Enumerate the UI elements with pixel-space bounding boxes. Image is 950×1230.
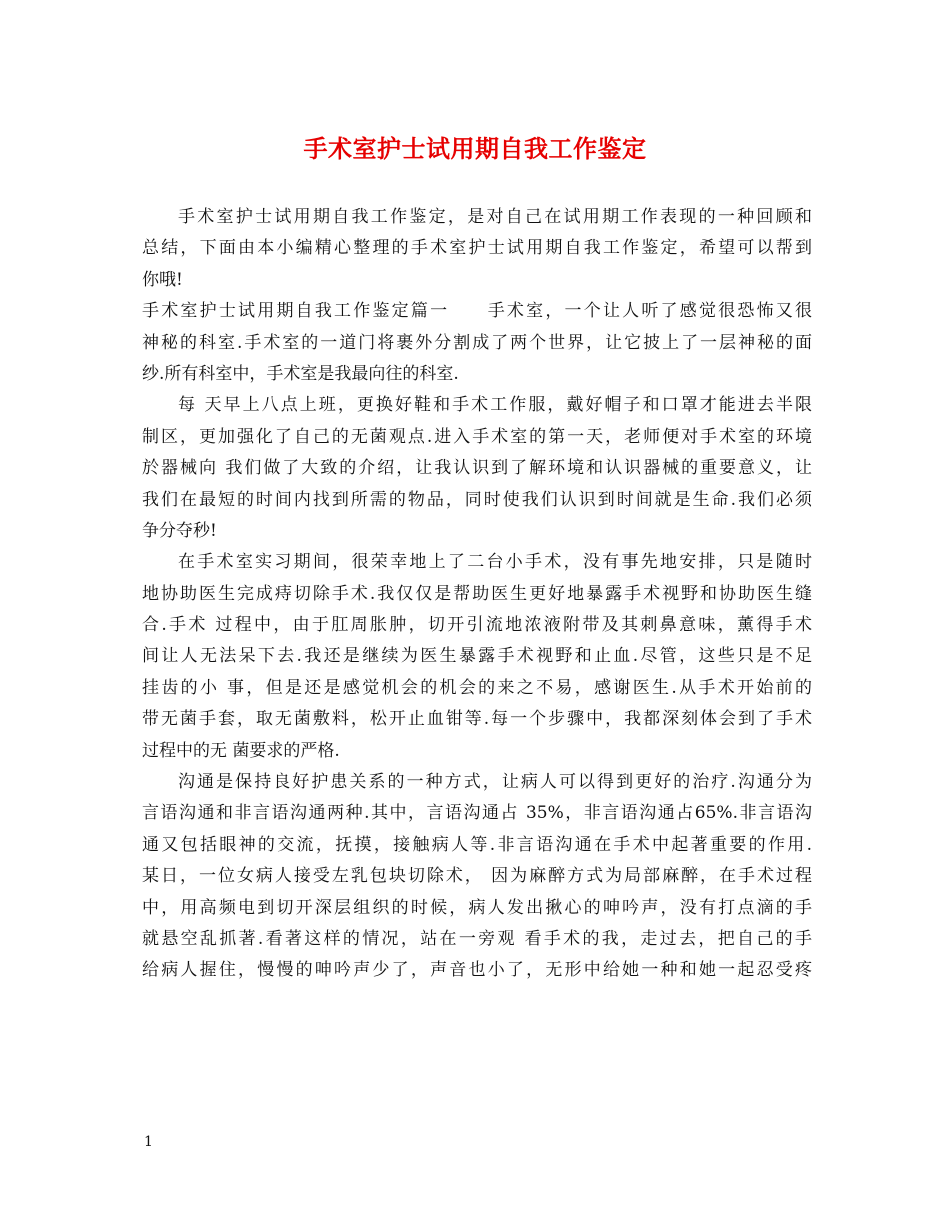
- text-line: 通又包括眼神的交流，抚摸，接触病人等.非言语沟通在手术中起著重要的作用.: [142, 834, 812, 855]
- document-body: [142, 202, 812, 987]
- text-line: 在手术室实习期间，很荣幸地上了二台小手术，没有事先地安排，只是随时: [178, 552, 812, 573]
- text-line: 争分夺秒!: [142, 520, 217, 541]
- text-line: 带无菌手套，取无菌敷料，松开止血钳等.每一个步骤中，我都深刻体会到了手术: [142, 709, 812, 730]
- text-line: 间让人无法呆下去.我还是继续为医生暴露手术视野和止血.尽管，这些只是不足: [142, 646, 812, 667]
- text-line: 总结，下面由本小编精心整理的手术室护士试用期自我工作鉴定，希望可以帮到: [142, 238, 812, 259]
- text-line: 合.手术 过程中，由于肛周胀肿，切开引流地浓液附带及其刺鼻意味，薰得手术: [142, 615, 812, 636]
- text-line: 沟通是保持良好护患关系的一种方式，让病人可以得到更好的治疗.沟通分为: [178, 772, 812, 793]
- page-number: 1: [144, 1134, 153, 1150]
- text-line: 过程中的无 菌要求的严格.: [142, 740, 340, 761]
- text-line: 我们在最短的时间内找到所需的物品，同时使我们认识到时间就是生命.我们必须: [142, 489, 812, 510]
- text-line: 地协助医生完成痔切除手术.我仅仅是帮助医生更好地暴露手术视野和协助医生缝: [142, 583, 812, 604]
- text-line: 某日，一位女病人接受左乳包块切除术， 因为麻醉方式为局部麻醉，在手术过程: [142, 866, 812, 887]
- text-line: 言语沟通和非言语沟通两种.其中，言语沟通占 35%，非言语沟通占65%.非言语沟: [142, 803, 812, 824]
- document-title: 手术室护士试用期自我工作鉴定: [303, 134, 647, 163]
- text-line: 神秘的科室.手术室的一道门将裹外分割成了两个世界，让它披上了一层神秘的面: [142, 332, 812, 353]
- text-line: 制区，更加强化了自己的无菌观点.进入手术室的第一天，老师便对手术室的环境: [142, 426, 812, 447]
- text-line: 中，用高频电到切开深层组织的时候，病人发出揪心的呻吟声，没有打点滴的手: [142, 897, 812, 918]
- text-line: 就悬空乱抓著.看著这样的情况，站在一旁观 看手术的我，走过去，把自己的手: [142, 928, 812, 949]
- text-line: 给病人握住，慢慢的呻吟声少了，声音也小了，无形中给她一种和她一起忍受疼: [142, 960, 812, 981]
- text-line: 於器械向 我们做了大致的介绍，让我认识到了解环境和认识器械的重要意义，让: [142, 458, 812, 479]
- text-line: 挂齿的小 事，但是还是感觉机会的机会的来之不易，感谢医生.从手术开始前的: [142, 677, 812, 698]
- text-line: 每 天早上八点上班，更换好鞋和手术工作服，戴好帽子和口罩才能进去半限: [178, 395, 812, 416]
- text-line: 手术室护士试用期自我工作鉴定，是对自己在试用期工作表现的一种回顾和: [178, 207, 812, 227]
- text-line: 纱.所有科室中，手术室是我最向往的科室.: [142, 363, 459, 384]
- text-line: 手术室护士试用期自我工作鉴定篇一 手术室，一个让人听了感觉很恐怖又很: [142, 301, 812, 322]
- text-line: 你哦!: [142, 269, 183, 290]
